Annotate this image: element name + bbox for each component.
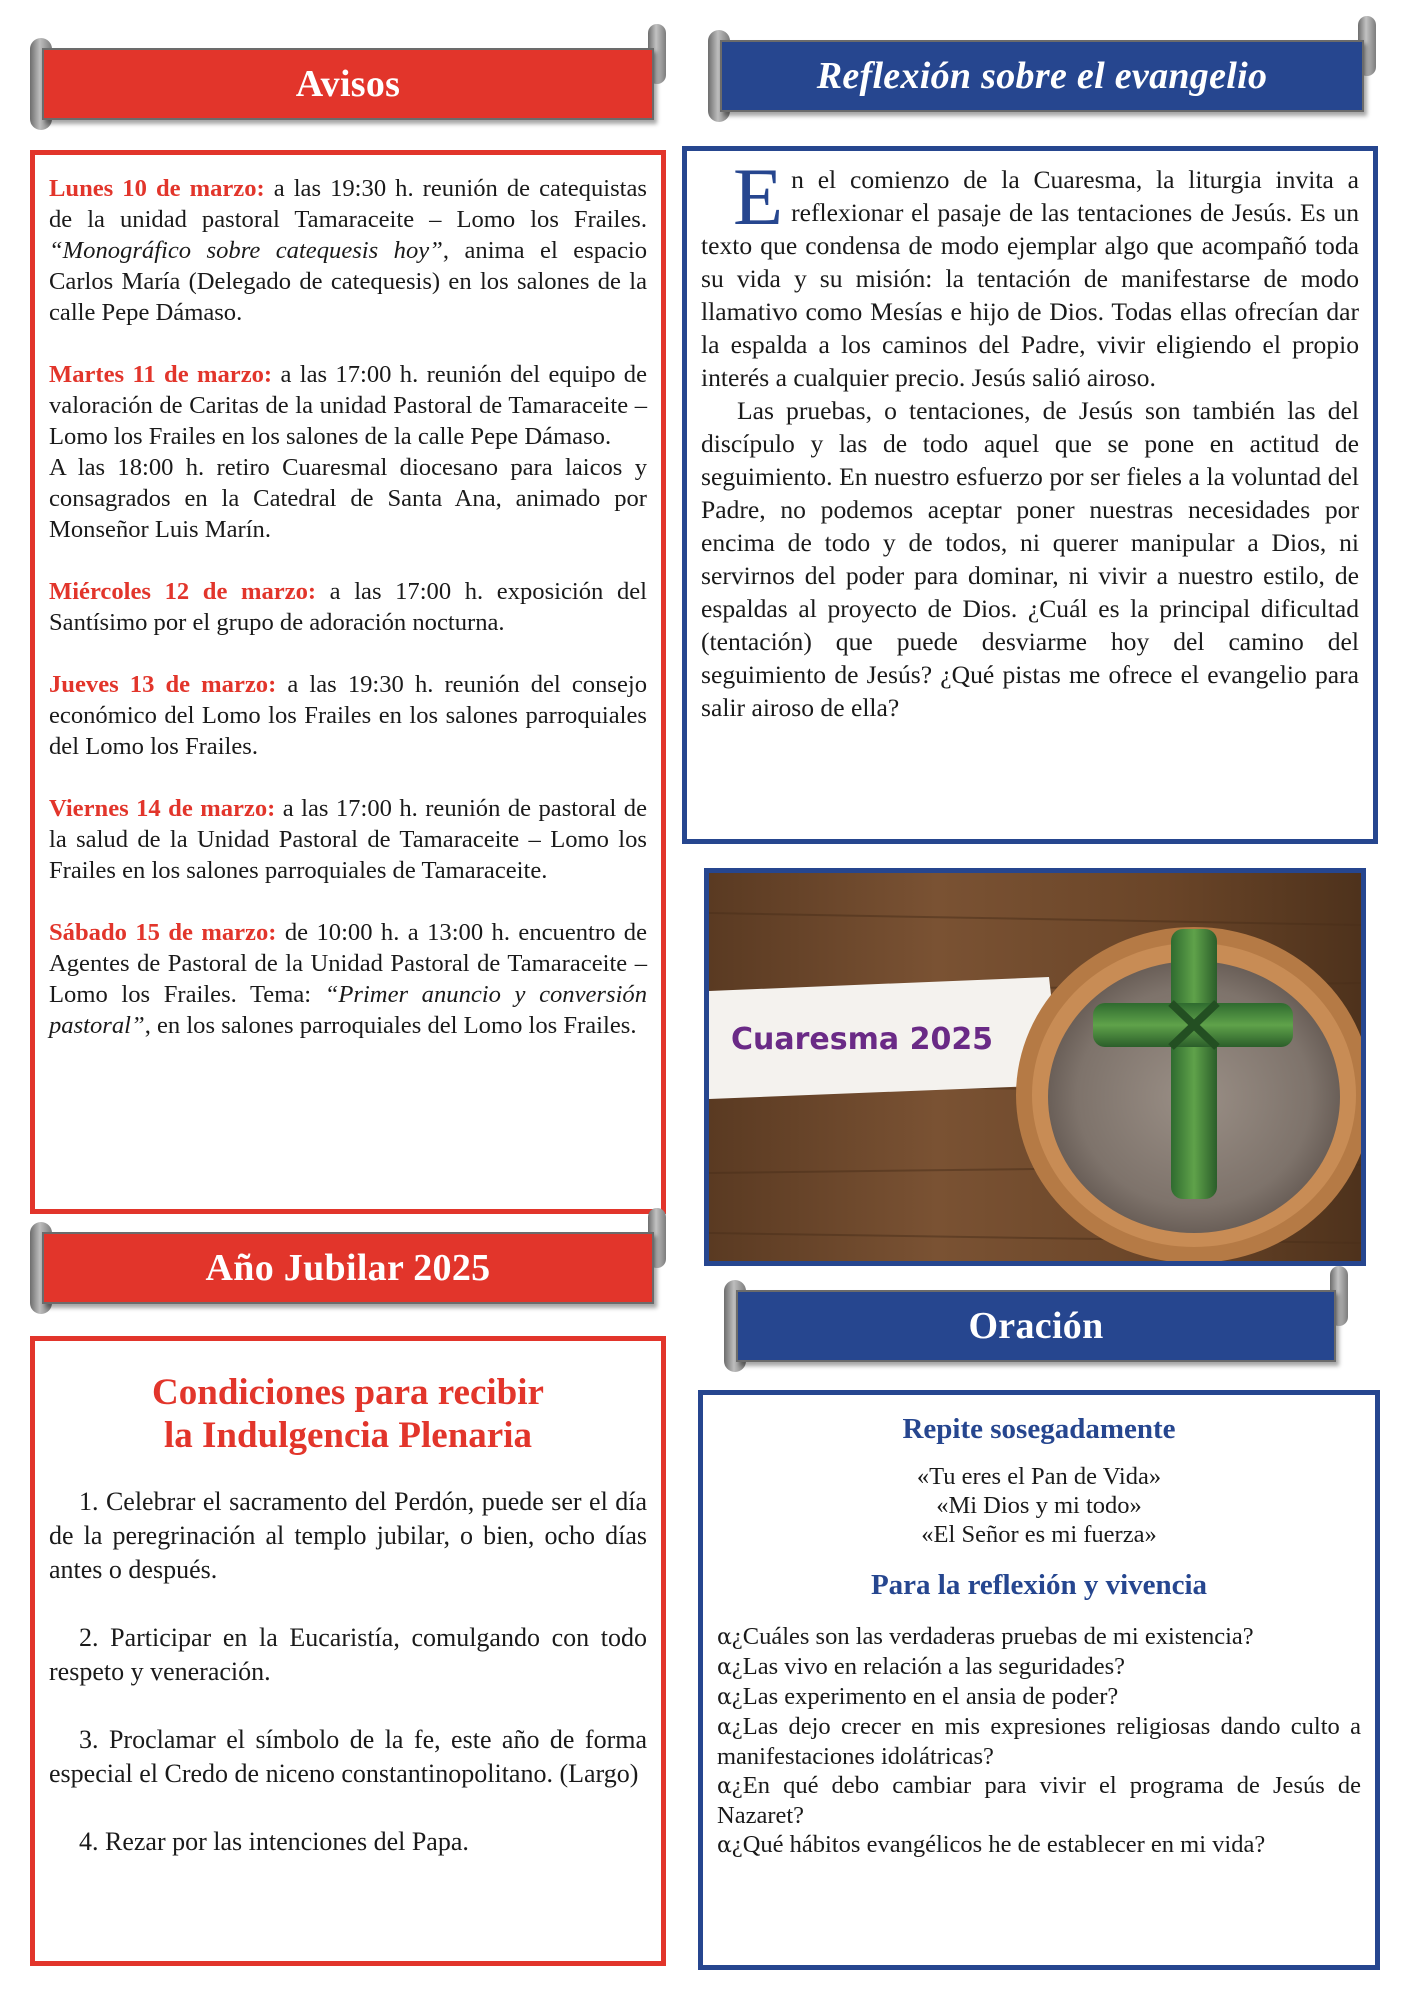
- question-marker: α: [717, 1774, 732, 1799]
- oracion-quote: «Tu eres el Pan de Vida»: [916, 1463, 1162, 1490]
- question-text: ¿Las experimento en el ansia de poder?: [731, 1683, 1119, 1710]
- question-item: [717, 1771, 1361, 1830]
- condicion-item: 4. Rezar por las intenciones del Papa.: [79, 1827, 469, 1856]
- reflexion-text: n el comienzo de la Cuaresma, la liturgia invita a reflexionar el pasaje de las tentaciones de Jesús. Es un texto que condensa de modo ejemplar algo que acompañó toda su vida y su misión: la tentación de manifestarse de modo llamativo como Mesías e hijo de Dios. Todas ellas ofrecían dar la espalda a los caminos del Padre, vivir eligiendo el propio interés a cualquier precio. Jesús salió airoso.: [701, 165, 1359, 392]
- aviso-text: A las 18:00 h. retiro Cuaresmal diocesano para laicos y consagrados en la Catedral de Santa Ana, animado por Monseñor Luis Marín.: [49, 454, 647, 543]
- aviso-item: [49, 173, 647, 328]
- aviso-item: [49, 793, 647, 886]
- question-marker: α: [717, 1715, 732, 1740]
- aviso-text: de 10:00 h. a 13:00 h. encuentro de Agentes de Pastoral de la Unidad Pastoral de Tamaraceite – Lomo los Frailes. Tema:: [49, 919, 647, 1008]
- reflexion-vivencia-heading: Para la reflexión y vivencia: [870, 1569, 1208, 1601]
- condicion-item: 3. Proclamar el símbolo de la fe, este año de forma especial el Credo de niceno constantinopolitano. (Largo): [49, 1725, 647, 1788]
- aviso-text: a las 17:00 h. reunión de pastoral de la salud de la Unidad Pastoral de Tamaraceite – Lomo los Frailes en los salones parroquiales de Tamaraceite.: [49, 795, 647, 884]
- cuaresma-image: [704, 868, 1366, 1266]
- aviso-day: Martes 11 de marzo:: [49, 361, 273, 388]
- questions-list: [717, 1622, 1361, 1860]
- reflexion-title: Reflexión sobre el evangelio: [816, 55, 1268, 97]
- oracion-heading: Repite sosegadamente: [902, 1413, 1176, 1445]
- question-text: ¿Cuáles son las verdaderas pruebas de mi existencia?: [731, 1623, 1254, 1650]
- jubilar-title-bar: [42, 1232, 654, 1304]
- avisos-title: Avisos: [295, 63, 401, 105]
- reflexion-banner: [708, 30, 1376, 122]
- question-marker: α: [717, 1655, 732, 1680]
- aviso-item: [49, 917, 647, 1041]
- question-marker: α: [717, 1625, 732, 1650]
- question-text: ¿Las dejo crecer en mis expresiones religiosas dando culto a manifestaciones idolátricas?: [717, 1713, 1361, 1770]
- cuaresma-label: Cuaresma 2025: [731, 1022, 994, 1057]
- indulgencia-heading: [35, 1371, 661, 1457]
- aviso-item: [49, 359, 647, 545]
- aviso-italic: “Monográfico sobre catequesis hoy”: [49, 237, 443, 264]
- reflexion-box: [682, 146, 1378, 844]
- aviso-day: Viernes 14 de marzo:: [49, 795, 276, 822]
- aviso-day: Lunes 10 de marzo:: [49, 175, 265, 202]
- reflexion-paragraph: [701, 151, 1359, 394]
- jubilar-banner: [30, 1222, 666, 1314]
- question-item: [717, 1712, 1361, 1771]
- oracion-quotes: [717, 1462, 1361, 1549]
- dropcap: E: [733, 151, 784, 242]
- question-item: [717, 1682, 1361, 1712]
- indulgencia-heading-line: Condiciones para recibir: [152, 1372, 544, 1413]
- aviso-item: [49, 669, 647, 762]
- aviso-text: a las 19:30 h. reunión de catequistas de la unidad pastoral Tamaraceite – Lomo los Frailes.: [49, 175, 648, 233]
- aviso-italic: “Primer anuncio y conversión pastoral”: [49, 981, 647, 1039]
- oracion-quote: «El Señor es mi fuerza»: [921, 1521, 1157, 1548]
- oracion-banner: [724, 1280, 1348, 1372]
- avisos-banner: [30, 38, 666, 130]
- question-item: [717, 1830, 1361, 1860]
- condiciones-list: [35, 1485, 661, 1859]
- indulgencia-heading-line: la Indulgencia Plenaria: [164, 1415, 532, 1456]
- reflexion-title-bar: [720, 40, 1364, 112]
- question-marker: α: [717, 1685, 732, 1710]
- question-text: ¿Las vivo en relación a las seguridades?: [731, 1653, 1126, 1680]
- aviso-text: a las 17:00 h. reunión del equipo de valoración de Caritas de la unidad Pastoral de Tamaraceite – Lomo los Frailes en los salones de la calle Pepe Dámaso.: [49, 361, 647, 450]
- aviso-day: Jueves 13 de marzo:: [49, 671, 277, 698]
- jubilar-box: [30, 1336, 666, 1966]
- question-text: ¿Qué hábitos evangélicos he de establecer en mi vida?: [731, 1831, 1266, 1858]
- avisos-box: [30, 150, 666, 1214]
- question-item: [717, 1622, 1361, 1652]
- cuaresma-illustration: [709, 873, 1361, 1261]
- aviso-text: a las 17:00 h. exposición del Santísimo por el grupo de adoración nocturna.: [49, 578, 647, 636]
- aviso-day: Sábado 15 de marzo:: [49, 919, 277, 946]
- condicion-item: 2. Participar en la Eucaristía, comulgando con todo respeto y veneración.: [49, 1623, 647, 1686]
- question-marker: α: [717, 1833, 732, 1858]
- oracion-quote: «Mi Dios y mi todo»: [936, 1492, 1142, 1519]
- oracion-title-bar: [736, 1290, 1336, 1362]
- jubilar-title: Año Jubilar 2025: [205, 1247, 491, 1289]
- oracion-box: [698, 1390, 1380, 1970]
- aviso-text: , en los salones parroquiales del Lomo los Frailes.: [144, 1012, 637, 1039]
- reflexion-paragraph: Las pruebas, o tentaciones, de Jesús son también las del discípulo y las de todo aquel que se pone en actitud de seguimiento. En nuestro esfuerzo por ser fieles a la voluntad del Padre, no podemos aceptar poner nuestras necesidades por encima de todo y de todos, ni querer manipular a Dios, ni servirnos del poder para dominar, ni vivir a nuestro estilo, de espaldas al proyecto de Dios. ¿Cuál es la principal dificultad (tentación) que puede desviarme hoy del camino del seguimiento de Jesús? ¿Qué pistas me ofrece el evangelio para salir airoso de ella?: [701, 396, 1359, 722]
- aviso-text: , anima el espacio Carlos María (Delegado de catequesis) en los salones de la calle Pepe Dámaso.: [49, 237, 647, 326]
- question-item: [717, 1652, 1361, 1682]
- question-text: ¿En qué debo cambiar para vivir el programa de Jesús de Nazaret?: [717, 1772, 1361, 1829]
- condicion-item: 1. Celebrar el sacramento del Perdón, puede ser el día de la peregrinación al templo jubilar, o bien, ocho días antes o después.: [49, 1487, 647, 1584]
- oracion-title: Oración: [968, 1305, 1104, 1347]
- aviso-day: Miércoles 12 de marzo:: [49, 578, 317, 605]
- avisos-title-bar: [42, 48, 654, 120]
- aviso-text: a las 19:30 h. reunión del consejo económico del Lomo los Frailes en los salones parroquiales del Lomo los Frailes.: [49, 671, 647, 760]
- aviso-item: [49, 576, 647, 638]
